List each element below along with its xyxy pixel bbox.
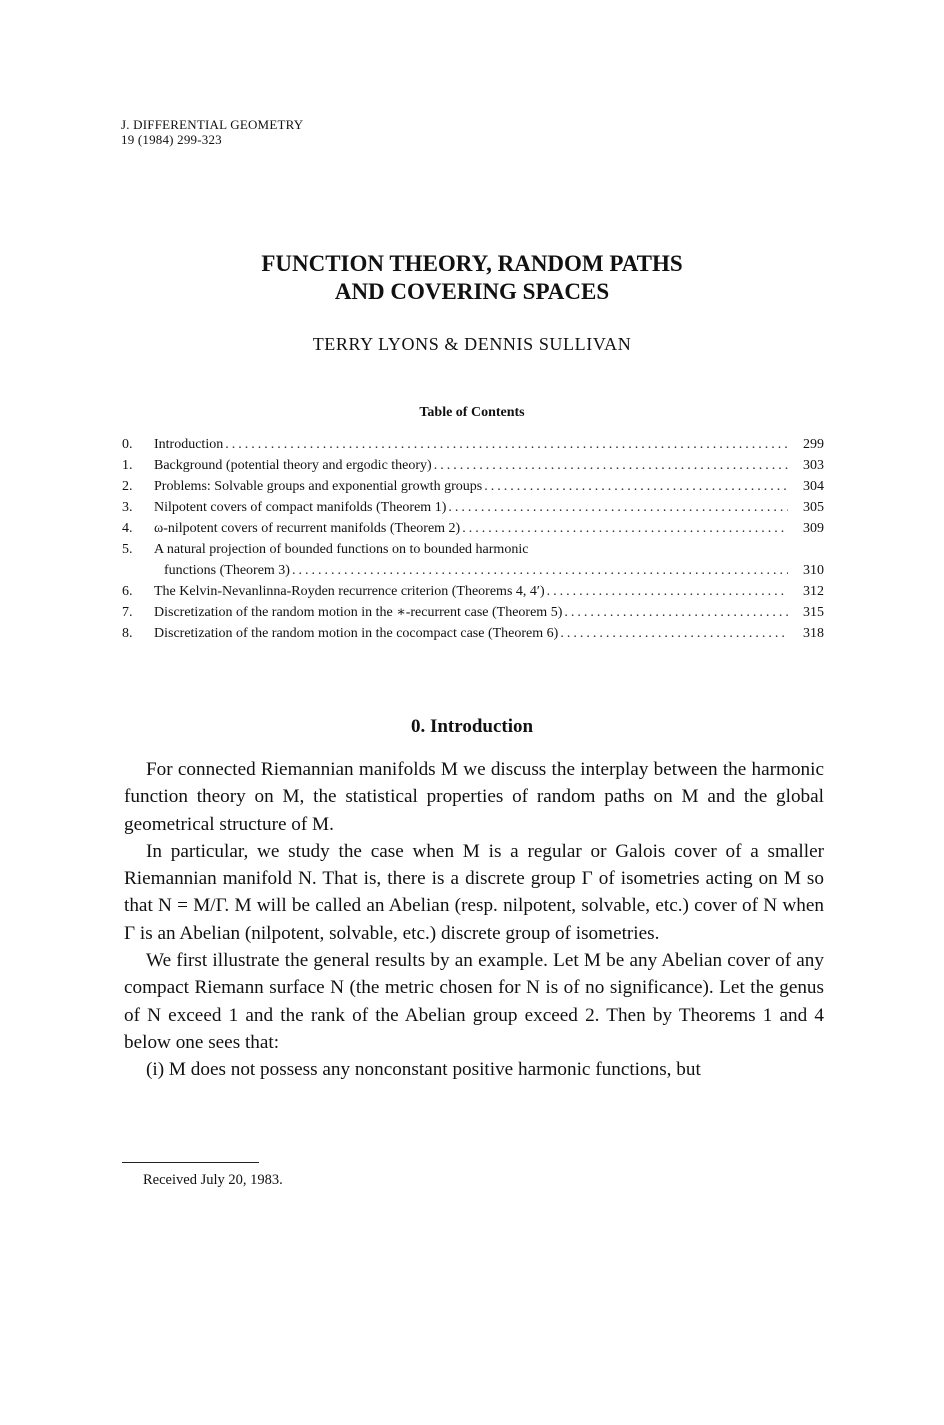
authors: TERRY LYONS & DENNIS SULLIVAN — [312, 334, 632, 354]
section-heading: 0. Introduction — [410, 716, 534, 737]
toc-title: ω-nilpotent covers of recurrent manifolds (Theorem 2) — [154, 521, 461, 536]
toc-title: Discretization of the random motion in the ∗-recurrent case (Theorem 5) — [154, 605, 563, 620]
toc-page: 299 — [803, 437, 824, 452]
paper-title — [0, 250, 944, 306]
table-of-contents — [122, 434, 824, 644]
title-line-2: AND COVERING SPACES — [334, 279, 610, 304]
toc-page: 303 — [803, 458, 824, 473]
toc-page: 315 — [803, 605, 824, 620]
toc-number: 7. — [122, 605, 133, 620]
toc-heading: Table of Contents — [419, 405, 525, 420]
toc-page: 309 — [803, 521, 824, 536]
toc-leader — [484, 476, 788, 497]
toc-leader — [547, 581, 788, 602]
toc-title: Nilpotent covers of compact manifolds (Theorem 1) — [154, 500, 447, 515]
toc-number: 5. — [122, 542, 133, 557]
paragraph: (i) M does not possess any nonconstant positive harmonic functions, but — [146, 1059, 701, 1081]
toc-title: Discretization of the random motion in the cocompact case (Theorem 6) — [154, 626, 559, 641]
toc-leader — [564, 602, 788, 623]
toc-title: Problems: Solvable groups and exponential growth groups — [154, 479, 483, 494]
toc-leader — [434, 455, 788, 476]
toc-number: 2. — [122, 479, 133, 494]
journal-header — [121, 117, 303, 147]
toc-entry — [122, 476, 824, 497]
toc-title-continued: functions (Theorem 3) — [164, 563, 290, 578]
toc-leader — [292, 560, 788, 581]
journal-name: J. DIFFERENTIAL GEOMETRY — [121, 117, 304, 132]
toc-number: 8. — [122, 626, 133, 641]
toc-entry — [122, 455, 824, 476]
toc-entry — [122, 518, 824, 539]
toc-number: 6. — [122, 584, 133, 599]
title-line-1: FUNCTION THEORY, RANDOM PATHS — [261, 251, 683, 276]
toc-entry — [122, 497, 824, 518]
footnote: Received July 20, 1983. — [143, 1172, 283, 1188]
toc-leader — [448, 497, 788, 518]
toc-entry — [122, 623, 824, 644]
toc-entry — [122, 602, 824, 623]
toc-leader — [225, 434, 788, 455]
toc-leader — [462, 518, 788, 539]
toc-number: 4. — [122, 521, 133, 536]
toc-page: 312 — [803, 584, 824, 599]
toc-number: 0. — [122, 437, 133, 452]
toc-page: 304 — [803, 479, 824, 494]
toc-page: 310 — [803, 563, 824, 578]
toc-entry — [122, 539, 824, 581]
toc-page: 305 — [803, 500, 824, 515]
toc-title: The Kelvin-Nevanlinna-Royden recurrence criterion (Theorems 4, 4′) — [154, 584, 545, 599]
toc-number: 1. — [122, 458, 133, 473]
toc-number: 3. — [122, 500, 133, 515]
body-text — [124, 756, 824, 1084]
toc-title: A natural projection of bounded functions on to bounded harmonic — [154, 542, 529, 557]
toc-leader — [560, 623, 788, 644]
toc-title: Introduction — [154, 437, 224, 452]
toc-entry — [122, 581, 824, 602]
footnote-rule — [122, 1162, 259, 1163]
toc-entry — [122, 434, 824, 455]
journal-citation: 19 (1984) 299-323 — [121, 132, 222, 147]
toc-title: Background (potential theory and ergodic theory) — [154, 458, 432, 473]
toc-page: 318 — [803, 626, 824, 641]
paragraph: For connected Riemannian manifolds M we discuss the interplay between the harmonic function theory on M, the statistical properties of random paths on M and the global geometrical structure of M. — [124, 759, 824, 835]
paragraph: We first illustrate the general results by an example. Let M be any Abelian cover of any compact Riemann surface N (the metric chosen for N is of no significance). Let the genus of N exceed 1 and the rank of the Abelian group exceed 2. Then by Theorems 1 and 4 below one sees that: — [124, 950, 824, 1053]
paragraph: In particular, we study the case when M is a regular or Galois cover of a smaller Riemannian manifold N. That is, there is a discrete group Γ of isometries acting on M so that N = M/Γ. M will be called an Abelian (resp. nilpotent, solvable, etc.) cover of N when Γ is an Abelian (nilpotent, solvable, etc.) discrete group of isometries. — [124, 840, 824, 944]
